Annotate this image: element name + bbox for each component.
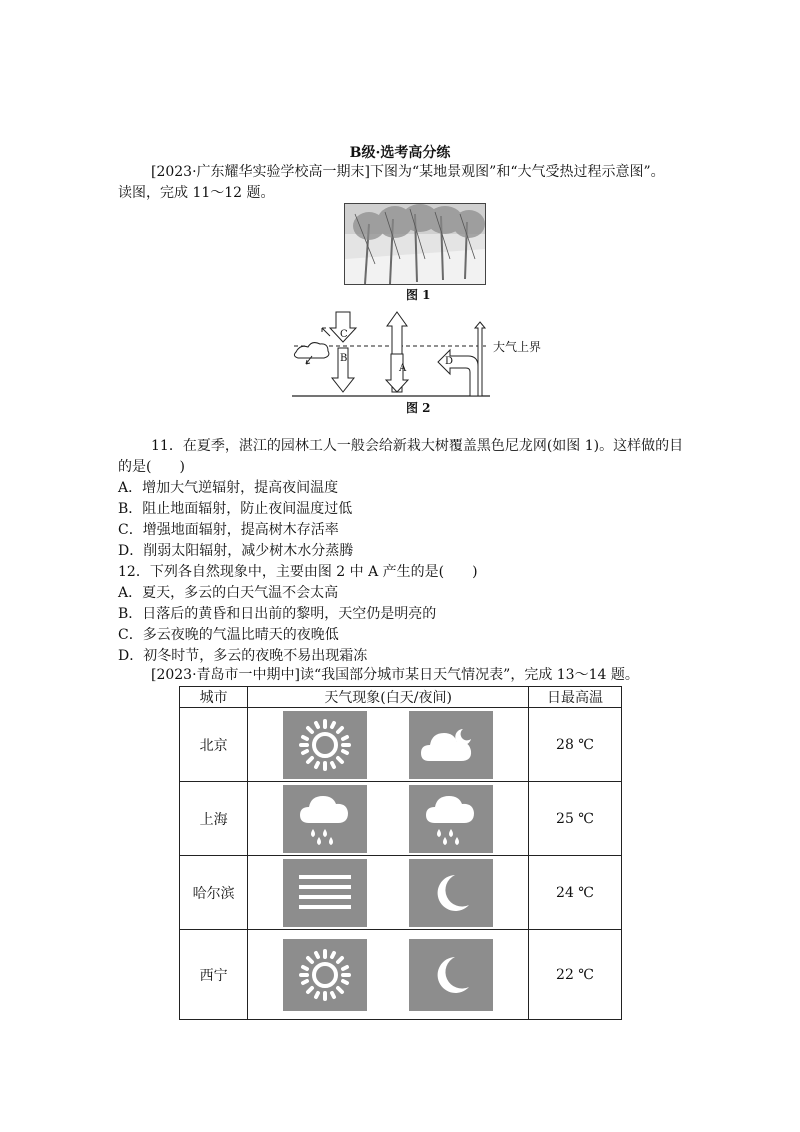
moon-icon <box>409 859 493 927</box>
header-weather: 天气现象(白天/夜间) <box>248 687 529 708</box>
arrow-a-label: A <box>399 363 407 374</box>
intro-1-line-1: [2023·广东耀华实验学校高一期末]下图为“某地景观图”和“大气受热过程示意图”。 <box>151 164 665 180</box>
q12-option-a: A．夏天，多云的白天气温不会太高 <box>118 585 339 601</box>
intro-2: [2023·青岛市一中期中]读“我国部分城市某日天气情况表”，完成 13～14 题。 <box>151 667 639 683</box>
city-cell: 上海 <box>180 782 248 856</box>
weather-icons-cell <box>248 930 529 1020</box>
table-row <box>180 708 622 782</box>
rain-icon <box>409 785 493 853</box>
weather-icons-cell <box>248 708 529 782</box>
max-temp-cell: 25 ℃ <box>529 782 622 856</box>
q11-option-d: D．削弱太阳辐射，减少树木水分蒸腾 <box>118 543 354 559</box>
sun-icon <box>283 711 367 779</box>
moon-icon <box>409 939 493 1011</box>
weather-icons-cell <box>248 782 529 856</box>
cloud-moon-icon <box>409 711 493 779</box>
table-row <box>180 782 622 856</box>
table-row <box>180 930 622 1020</box>
sun-icon <box>283 939 367 1011</box>
weather-table <box>179 686 622 1020</box>
figure-2-diagram <box>290 308 560 403</box>
figure-1-photo <box>344 203 486 285</box>
weather-icons-cell <box>248 856 529 930</box>
q11-stem-line-1: 11．在夏季，湛江的园林工人一般会给新栽大树覆盖黑色尼龙网(如图 1)。这样做的目 <box>151 438 684 454</box>
city-cell: 北京 <box>180 708 248 782</box>
q12-option-d: D．初冬时节，多云的夜晚不易出现霜冻 <box>118 648 368 664</box>
arrow-c-label: C <box>340 329 348 340</box>
table-header-row <box>180 687 622 708</box>
max-temp-cell: 24 ℃ <box>529 856 622 930</box>
header-city: 城市 <box>180 687 248 708</box>
q12-option-c: C．多云夜晚的气温比晴天的夜晚低 <box>118 627 339 643</box>
q12-stem: 12．下列各自然现象中，主要由图 2 中 A 产生的是( ) <box>118 564 478 580</box>
max-temp-cell: 28 ℃ <box>529 708 622 782</box>
atmosphere-boundary-label: 大气上界 <box>493 340 542 354</box>
header-max-temp: 日最高温 <box>529 687 622 708</box>
q11-stem-line-2: 的是( ) <box>118 459 185 475</box>
q11-option-a: A．增加大气逆辐射，提高夜间温度 <box>118 480 339 496</box>
section-title: B级·选考高分练 <box>349 145 451 161</box>
max-temp-cell: 22 ℃ <box>529 930 622 1020</box>
arrow-d-label: D <box>445 356 454 367</box>
rain-icon <box>283 785 367 853</box>
city-cell: 哈尔滨 <box>180 856 248 930</box>
q11-option-c: C．增强地面辐射，提高树木存活率 <box>118 522 339 538</box>
intro-1-line-2: 读图，完成 11～12 题。 <box>118 185 275 201</box>
q12-option-b: B．日落后的黄昏和日出前的黎明，天空仍是明亮的 <box>118 606 437 622</box>
arrow-b-label: B <box>340 353 348 364</box>
city-cell: 西宁 <box>180 930 248 1020</box>
q11-option-b: B．阻止地面辐射，防止夜间温度过低 <box>118 501 353 517</box>
figure-2-label: 图 2 <box>406 401 431 415</box>
figure-1-label: 图 1 <box>406 288 431 302</box>
table-row <box>180 856 622 930</box>
fog-icon <box>283 859 367 927</box>
